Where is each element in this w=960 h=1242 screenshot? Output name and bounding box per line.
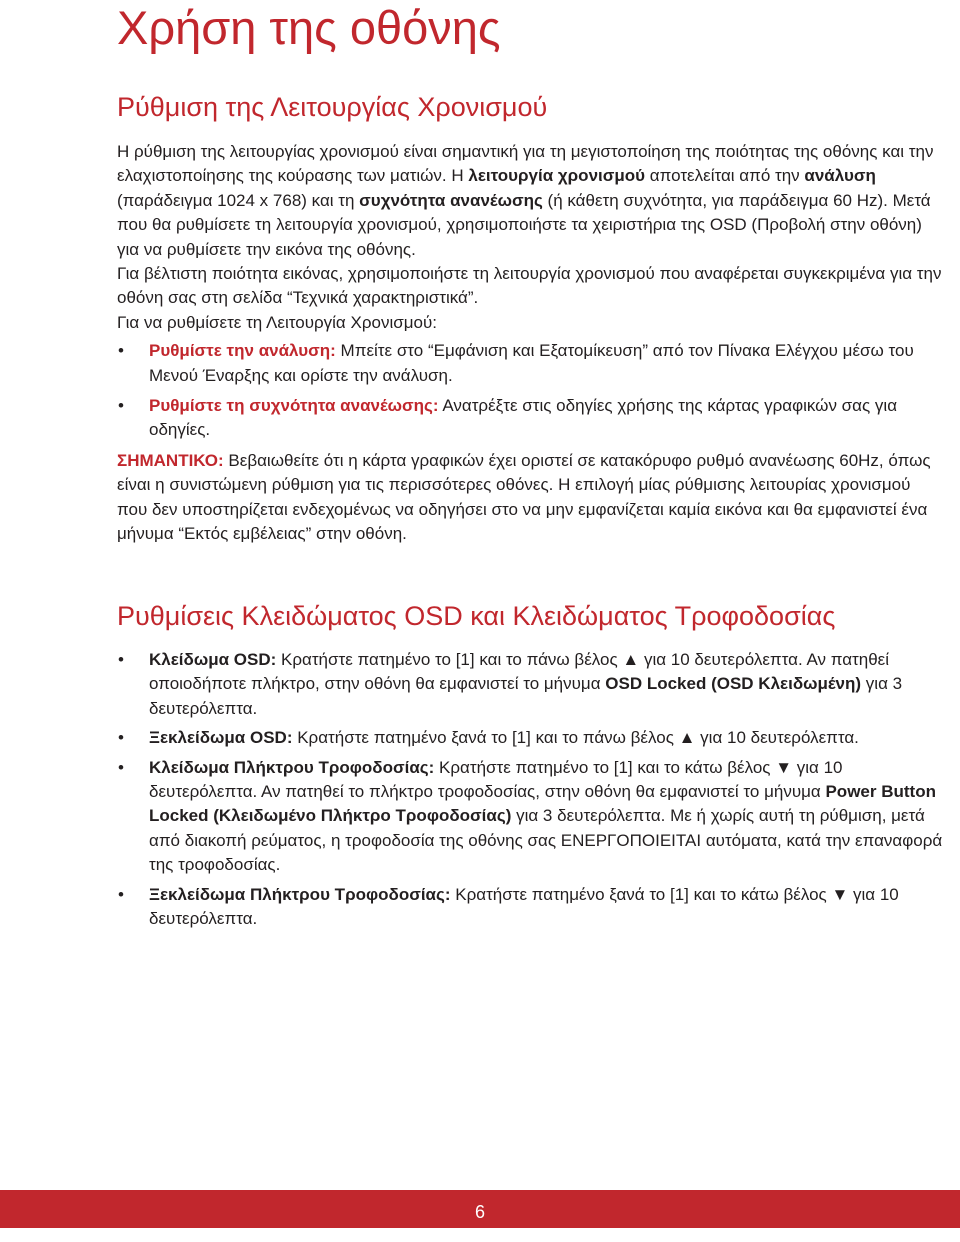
- lock-heading: Ρυθμίσεις Κλειδώματος OSD και Κλειδώματος Τροφοδοσίας: [117, 601, 836, 631]
- list-item: [117, 883, 943, 932]
- intro-bold-resolution: ανάλυση: [804, 166, 876, 186]
- item-text: Κρατήστε πατημένο ξανά το [1] και το πάνω βέλος ▲ για 10 δευτερόλεπτα.: [292, 728, 859, 748]
- page-number: 6: [474, 1202, 485, 1222]
- item-text: Κρατήστε πατημένο το [1] και το πάνω βέλος ▲ για 10 δευτερόλεπτα. Αν πατηθεί οποιοδήποτε πλήκτρο, στην οθόνη θα εμφανιστεί το μήνυμα: [149, 650, 890, 694]
- lock-list: [117, 648, 943, 931]
- intro-bold-timing-mode: λειτουργία χρονισμού: [468, 166, 646, 186]
- intro-text-3: (παράδειγμα 1024 x 768) και τη: [117, 190, 360, 210]
- item-bold: Power Button Locked (Κλειδωμένο Πλήκτρο Τροφοδοσίας): [149, 782, 936, 826]
- step-label: Ρυθμίστε την ανάλυση:: [149, 341, 336, 361]
- item-text: Κρατήστε πατημένο το [1] και το κάτω βέλος ▼ για 10 δευτερόλεπτα. Αν πατηθεί το πλήκτρο τροφοδοσίας, στην οθόνη θα εμφανιστεί το μήνυμα: [149, 757, 843, 802]
- list-item: [117, 726, 943, 750]
- list-item: [117, 339, 943, 388]
- intro-text-1: Η ρύθμιση της λειτουργίας χρονισμού είναι σημαντική για τη μεγιστοποίηση της ποιότητας της οθόνης και την ελαχιστοποίησης της κούρασης των ματιών. Η: [117, 142, 934, 186]
- step-text: Ανατρέξτε στις οδηγίες χρήσης της κάρτας γραφικών σας για οδηγίες.: [149, 396, 898, 440]
- list-item: [117, 648, 943, 721]
- bullet-icon: •: [118, 341, 124, 361]
- step-label: Ρυθμίστε τη συχνότητα ανανέωσης:: [149, 396, 439, 416]
- lock-section: [117, 596, 943, 936]
- list-item: [117, 394, 943, 443]
- footer-bar: [0, 1190, 960, 1228]
- bullet-icon: •: [118, 884, 124, 904]
- page-title: Χρήση της οθόνης: [117, 1, 501, 54]
- item-label: Ξεκλείδωμα Πλήκτρου Τροφοδοσίας:: [149, 884, 451, 904]
- item-bold: OSD Locked (OSD Κλειδωμένη): [605, 674, 862, 694]
- item-text: για 3 δευτερόλεπτα.: [149, 674, 903, 718]
- howto-lead: Για να ρυθμίσετε τη Λειτουργία Χρονισμού:: [117, 312, 437, 332]
- item-label: Κλείδωμα OSD:: [149, 650, 277, 669]
- best-quality-note: Για βέλτιστη ποιότητα εικόνας, χρησιμοποιήστε τη λειτουργία χρονισμού που αναφέρεται συγκεκριμένα για την οθόνη σας στη σελίδα “Τεχνικά χαρακτηριστικά”.: [117, 264, 942, 308]
- timing-steps-list: [117, 339, 943, 443]
- important-label: ΣΗΜΑΝΤΙΚΟ:: [117, 450, 224, 470]
- timing-intro: [117, 140, 943, 262]
- step-text: Μπείτε στο “Εμφάνιση και Εξατομίκευση” από τον Πίνακα Ελέγχου μέσω του Μενού Έναρξης και ορίστε την ανάλυση.: [149, 341, 914, 385]
- intro-text-2: αποτελείται από την: [645, 166, 805, 186]
- important-text: Βεβαιωθείτε ότι η κάρτα γραφικών έχει οριστεί σε κατακόρυφο ρυθμό ανανέωσης 60Hz, όπως είναι η συνιστώμενη ρύθμιση για τις περισσότερες οθόνες. Η επιλογή μίας ρύθμισης λειτουρίας χρονισμού που δεν υποστηρίζεται ενδεχομένως να οδηγήσει στο να μην εμφανίζεται καμία εικόνα και θα εμφανιστεί ένα μήνυμα “Εκτός εμβέλειας” στην οθόνη.: [117, 450, 931, 544]
- timing-section: [117, 88, 943, 547]
- list-item: [117, 756, 943, 878]
- item-label: Ξεκλείδωμα OSD:: [149, 728, 293, 748]
- intro-text-4: (ή κάθετη συχνότητα, για παράδειγμα 60 Hz). Μετά που θα ρυθμίσετε τη λειτουργία χρονισμού, χρησιμοποιήστε τα χειριστήρια της OSD (Προβολή στην οθόνη) για να ρυθμίσετε την εικόνα της οθόνης.: [117, 190, 931, 259]
- item-label: Κλείδωμα Πλήκτρου Τροφοδοσίας:: [149, 757, 435, 777]
- item-text: Κρατήστε πατημένο ξανά το [1] και το κάτω βέλος ▼ για 10 δευτερόλεπτα.: [149, 884, 899, 929]
- bullet-icon: •: [118, 757, 124, 777]
- intro-bold-refresh-rate: συχνότητα ανανέωσης: [359, 190, 543, 210]
- bullet-icon: •: [118, 728, 124, 748]
- item-text: για 3 δευτερόλεπτα. Με ή χωρίς αυτή τη ρύθμιση, μετά από διακοπή ρεύματος, η τροφοδοσία της οθόνης σας ΕΝΕΡΓΟΠΟΙΕΙΤΑΙ αυτόματα, κατά την επαναφορά της τροφοδοσίας.: [149, 806, 943, 875]
- bullet-icon: •: [118, 396, 124, 416]
- important-note: [117, 449, 943, 547]
- timing-heading: Ρύθμιση της Λειτουργίας Χρονισμού: [117, 92, 548, 122]
- bullet-icon: •: [118, 650, 124, 669]
